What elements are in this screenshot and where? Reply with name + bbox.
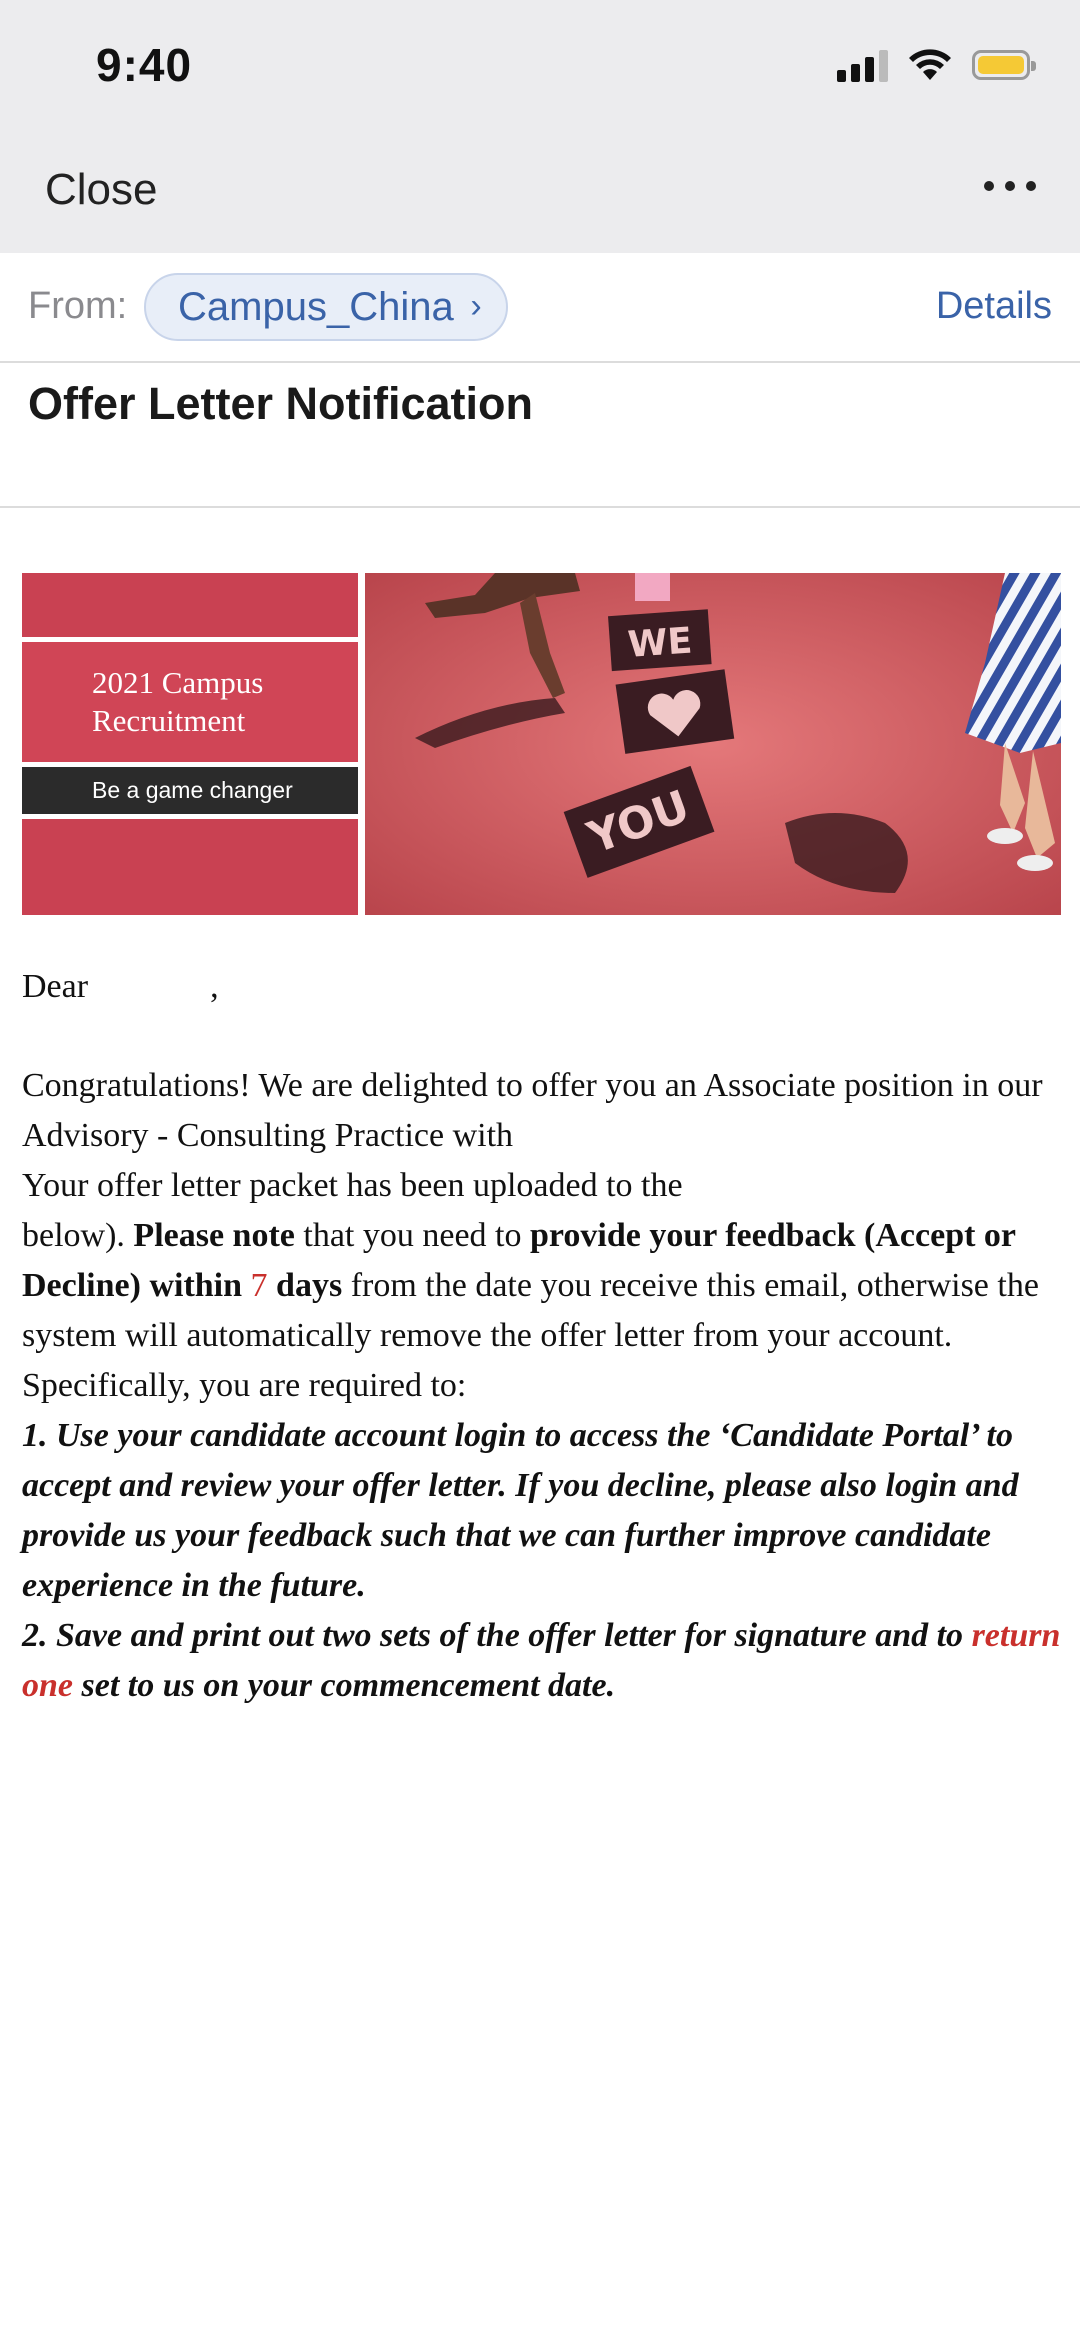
paragraph-requirements: Specifically, you are required to: <box>22 1367 467 1404</box>
sign-we: WE <box>626 620 694 666</box>
banner-tagline: Be a game changer <box>22 767 358 814</box>
banner-title: 2021 Campus Recruitment <box>22 642 358 762</box>
status-time: 9:40 <box>96 39 193 91</box>
paragraph-instructions: Your offer letter packet has been uploaded to the below). Please note that you need to provide your feedback (Accept or Decline) within 7 days from the date you receive this email, otherwise the system will automatically remove the offer letter from your account. <box>22 1167 1039 1354</box>
sender-row <box>0 253 1080 363</box>
divider <box>0 506 1080 508</box>
email-subject: Offer Letter Notification <box>28 378 534 429</box>
from-label: From: <box>28 285 128 327</box>
cellular-signal-icon <box>837 48 888 82</box>
sign-you: YOU <box>581 780 697 865</box>
requirement-item-1: 1. Use your candidate account login to access the ‘Candidate Portal’ to accept and review your offer letter. If you decline, please also login and provide us your feedback such that we can further improve candidate experience in the future. <box>22 1417 1019 1604</box>
requirement-item-2: 2. Save and print out two sets of the offer letter for signature and to return one set to us on your commencement date. <box>22 1617 1061 1704</box>
email-body <box>22 962 1062 1711</box>
paragraph-intro: Congratulations! We are delighted to offer you an Associate position in our Advisory - Consulting Practice with <box>22 1067 1043 1154</box>
sender-name: Campus_China <box>178 284 454 329</box>
status-icons <box>837 48 1030 82</box>
battery-icon <box>972 50 1030 80</box>
banner-photo <box>365 573 1061 915</box>
nav-bar <box>0 135 1080 253</box>
more-icon[interactable] <box>984 181 1036 191</box>
close-button[interactable]: Close <box>45 165 158 214</box>
status-bar <box>0 0 1080 135</box>
sender-chip[interactable] <box>144 273 508 341</box>
greeting: Dear , <box>22 968 219 1005</box>
details-button[interactable]: Details <box>935 285 1052 327</box>
banner-image <box>22 573 1061 915</box>
chevron-right-icon: › <box>470 287 482 325</box>
wifi-icon <box>906 48 954 82</box>
